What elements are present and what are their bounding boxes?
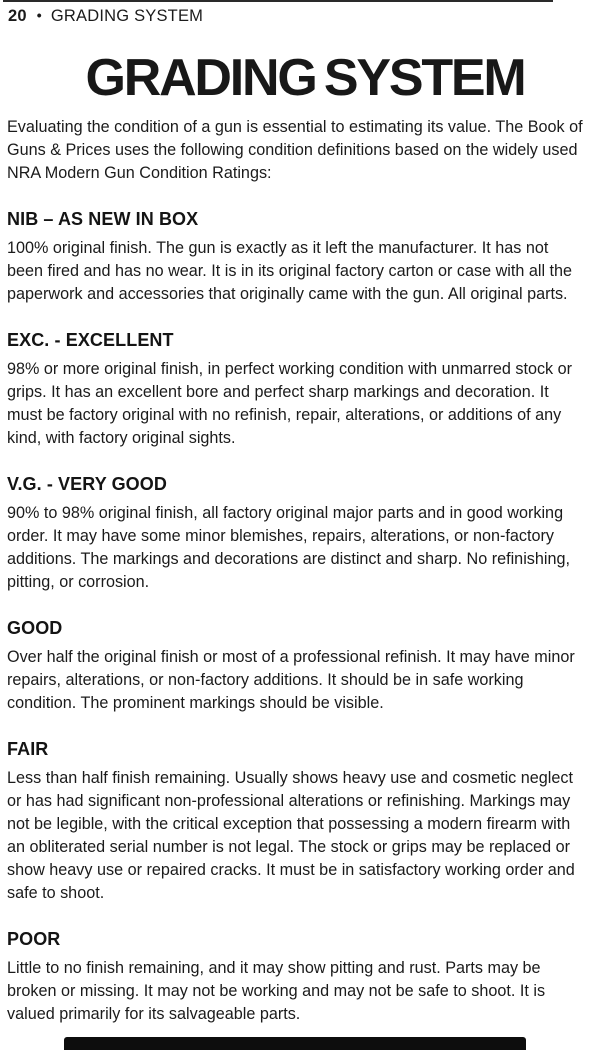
footer-bar — [64, 1037, 526, 1050]
grade-section-very-good — [7, 474, 586, 594]
bullet-separator: • — [36, 7, 42, 23]
grade-section-fair — [7, 739, 586, 905]
grade-heading-poor: POOR — [7, 929, 61, 949]
grade-heading-good: GOOD — [7, 618, 63, 638]
grade-section-excellent — [7, 330, 586, 450]
grade-heading-excellent: EXC. - EXCELLENT — [7, 330, 174, 350]
grade-body-fair: Less than half finish remaining. Usually shows heavy use and cosmetic neglect or has had significant non-professional alterations or refinishing. Markings may not be legible, with the critical exception that possessing a modern firearm with an obliterated serial number is not legal. The stock or grips may be replaced or show heavy use or repaired cracks. It must be in satisfactory working order and safe to shoot. — [7, 769, 575, 902]
page-content — [0, 103, 610, 1026]
grade-heading-very-good: V.G. - VERY GOOD — [7, 474, 167, 494]
grade-heading-fair: FAIR — [7, 739, 49, 759]
grade-body-poor: Little to no finish remaining, and it may show pitting and rust. Parts may be broken or missing. It may not be working and may not be safe to shoot. It is valued primarily for its salvageable parts. — [7, 959, 546, 1023]
running-header — [0, 0, 610, 26]
page-number: 20 — [8, 7, 27, 25]
page-title: GRADING SYSTEM — [85, 49, 525, 107]
grade-body-nib: 100% original finish. The gun is exactly as it left the manufacturer. It has not been fired and has no wear. It is in its original factory carton or case with all the paperwork and accessories that originally came with the gun. All original parts. — [7, 239, 573, 303]
page-top-edge-artifact — [3, 0, 553, 2]
intro-paragraph: Evaluating the condition of a gun is essential to estimating its value. The Book of Guns & Prices uses the following condition definitions based on the widely used NRA Modern Gun Condition Ratings: — [7, 118, 583, 182]
grade-body-excellent: 98% or more original finish, in perfect working condition with unmarred stock or grips. It has an excellent bore and perfect sharp markings and decoration. It must be factory original with no refinish, repair, alterations, or additions of any kind, with factory original sights. — [7, 360, 573, 447]
grade-body-good: Over half the original finish or most of a professional refinish. It may have minor repairs, alterations, or non-factory additions. It should be in safe working condition. The prominent markings should be visible. — [7, 648, 575, 712]
grade-heading-nib: NIB – AS NEW IN BOX — [7, 209, 199, 229]
running-header-title: GRADING SYSTEM — [50, 7, 204, 25]
grade-section-good — [7, 618, 586, 715]
grade-section-poor — [7, 929, 586, 1026]
grade-section-nib — [7, 209, 586, 306]
grade-body-very-good: 90% to 98% original finish, all factory original major parts and in good working order. It may have some minor blemishes, repairs, alterations, or non-factory additions. The markings and decorations are distinct and sharp. No refinishing, pitting, or corrosion. — [7, 504, 570, 591]
